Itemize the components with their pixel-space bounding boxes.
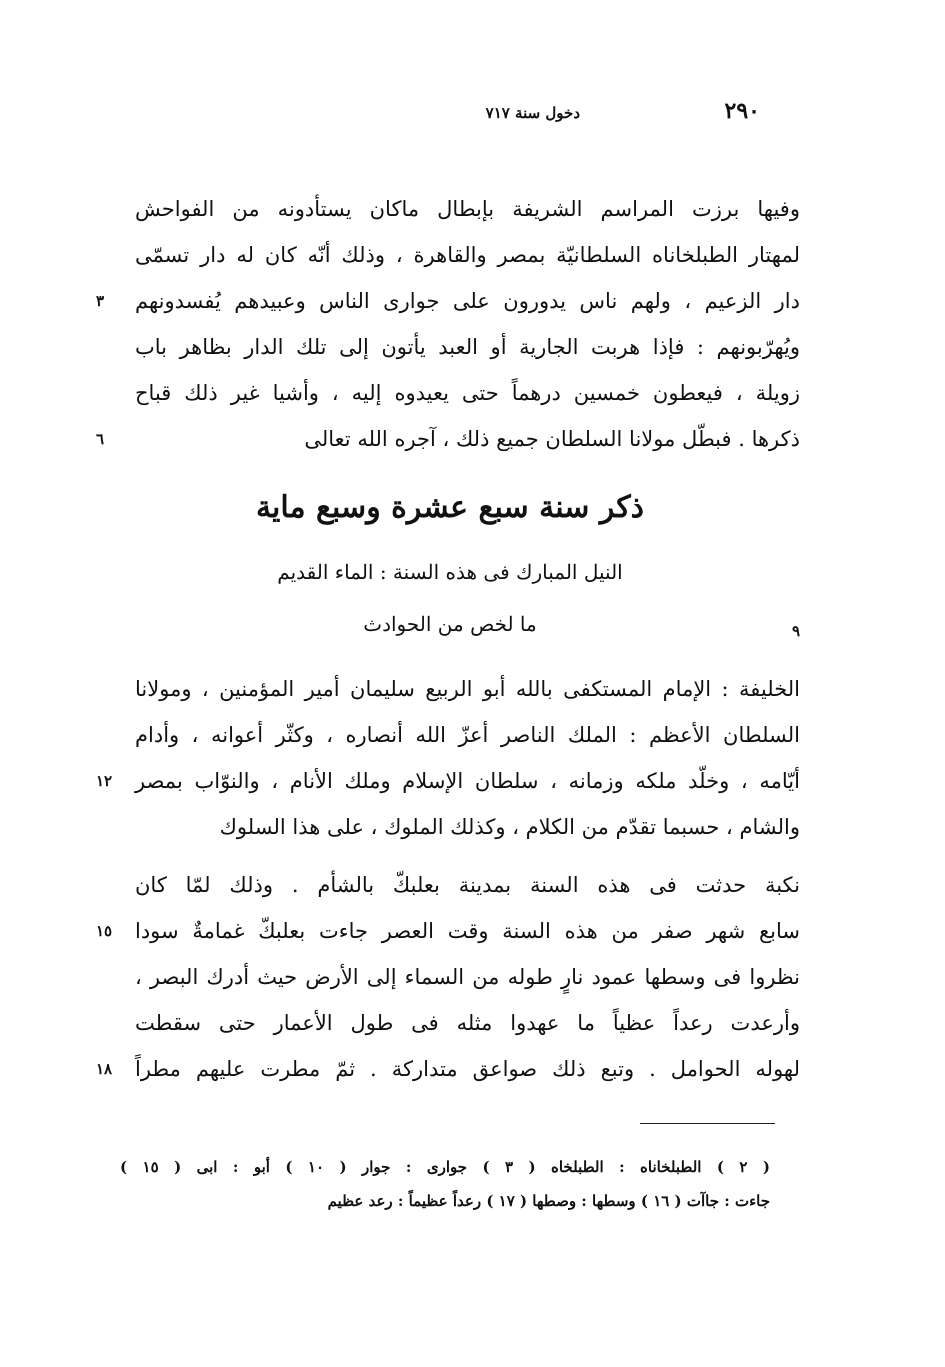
text-line: الخليفة : الإمام المستكفى بالله أبو الربيع سليمان أمير المؤمنين ، ومولانا <box>135 677 800 701</box>
text-line: أيّامه ، وخلّد ملكه وزمانه ، سلطان الإسلام وملك الأنام ، والنوّاب بمصر ١٢ <box>100 758 800 804</box>
page-number: ٢٩٠ <box>724 98 760 124</box>
footnote-line: جاءت : جاآت ( ١٦ ) وسطها : وصطها ( ١٧ ) رعداً عظيماً : رعد عظيم <box>327 1192 770 1210</box>
text-line: نظروا فى وسطها عمود نارٍ طوله من السماء إلى الأرض حيث أدرك البصر ، <box>135 965 800 989</box>
text-line: سابع شهر صفر من هذه السنة وقت العصر جاءت بعلبكّ غمامةٌ سودا ١٥ <box>100 908 800 954</box>
text-line: لمهتار الطبلخاناه السلطانيّة بمصر والقاهرة ، وذلك أنّه كان له دار تسمّى <box>135 243 800 267</box>
page-header <box>380 98 760 138</box>
footnotes <box>120 1150 770 1218</box>
footnote-divider <box>640 1123 775 1124</box>
text-line: نكبة حدثت فى هذه السنة بمدينة بعلبكّ بالشأم . وذلك لمّا كان <box>135 873 800 897</box>
line-number: ١٨ <box>96 1060 113 1078</box>
text-line: دار الزعيم ، ولهم ناس يدورون على جوارى الناس وعبيدهم يُفسدونهم ٣ <box>100 278 800 324</box>
caliph-paragraph <box>96 666 800 850</box>
nile-subtitle: النيل المبارك فى هذه السنة : الماء القديم <box>277 560 623 584</box>
text-line: وفيها برزت المراسم الشريفة بإبطال ماكان يستأدونه من الفواحش <box>135 197 800 221</box>
text-line: ذكرها . فبطّل مولانا السلطان جميع ذلك ، آجره الله تعالى ٦ <box>100 416 800 462</box>
baalbek-paragraph <box>96 862 800 1092</box>
line-number: ٣ <box>96 292 105 310</box>
text-line: زويلة ، فيعطون خمسين درهماً حتى يعيدوه إليه ، وأشيا غير ذلك قباح <box>135 381 800 405</box>
section-title: ذكر سنة سبع عشرة وسبع ماية <box>255 490 645 525</box>
events-subtitle: ما لخص من الحوادث <box>363 612 537 636</box>
line-number: ٩ <box>792 622 801 640</box>
footnote-line: ( ٢ ) الطبلخاناه : الطبلخاه ( ٣ ) جوارى : جوار ( ١٠ ) أبو : ابى ( ١٥ ) <box>120 1158 770 1176</box>
line-number: ٦ <box>96 430 105 448</box>
text-line: لهوله الحوامل . وتبع ذلك صواعق متداركة . ثمّ مطرت عليهم مطراً ١٨ <box>100 1046 800 1092</box>
text-line: والشام ، حسبما تقدّم من الكلام ، وكذلك الملوك ، على هذا السلوك <box>219 815 800 839</box>
text-line: وأرعدت رعداً عظياً ما عهدوا مثله فى طول الأعمار حتى سقطت <box>135 1011 800 1035</box>
line-number: ١٥ <box>96 922 113 940</box>
text-line: السلطان الأعظم : الملك الناصر أعزّ الله أنصاره ، وكثّر أعوانه ، وأدام <box>135 723 800 747</box>
text-line: ويُهرّبونهم : فإذا هربت الجارية أو العبد يأتون إلى تلك الدار بظاهر باب <box>135 335 800 359</box>
line-number: ١٢ <box>96 772 113 790</box>
intro-paragraph <box>96 186 800 462</box>
running-title: دخول سنة ٧١٧ <box>485 104 580 122</box>
